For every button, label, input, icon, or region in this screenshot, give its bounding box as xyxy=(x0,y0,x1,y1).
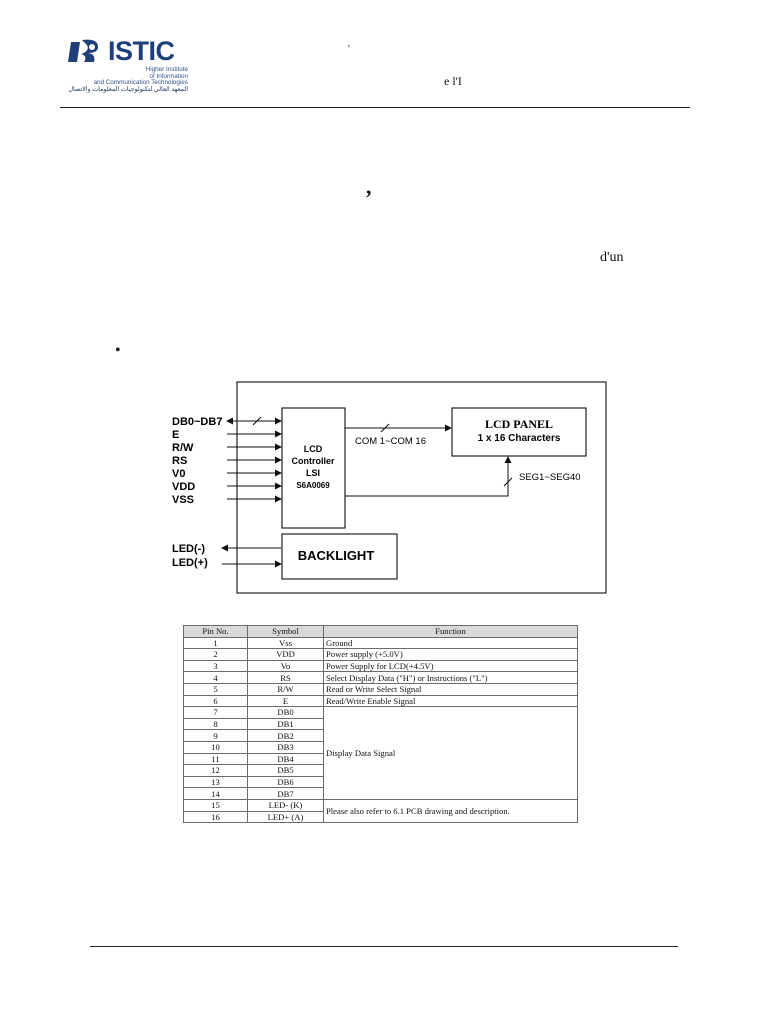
table-header-row xyxy=(184,626,578,638)
function-cell: Read or Write Select Signal xyxy=(324,683,578,695)
function-cell: Ground xyxy=(324,637,578,649)
symbol-cell: R/W xyxy=(248,683,324,695)
pin-cell: 12 xyxy=(184,765,248,777)
function-cell: Read/Write Enable Signal xyxy=(324,695,578,707)
function-cell: Select Display Data ("H") or Instructions ("L") xyxy=(324,672,578,684)
symbol-cell: Vo xyxy=(248,660,324,672)
body-comma: , xyxy=(366,174,372,199)
function-cell: Please also refer to 6.1 PCB drawing and description. xyxy=(324,799,578,822)
symbol-cell: E xyxy=(248,695,324,707)
seg-bus-line xyxy=(345,457,508,496)
input-label-rs: RS xyxy=(172,455,188,467)
pin-cell: 11 xyxy=(184,753,248,765)
symbol-cell: VDD xyxy=(248,649,324,661)
pin-cell: 3 xyxy=(184,660,248,672)
footer-rule xyxy=(90,946,678,947)
logo-sub-line: and Communication Technologies xyxy=(93,79,188,87)
pin-cell: 15 xyxy=(184,799,248,811)
logo-name: ISTIC xyxy=(108,36,175,66)
pin-cell: 7 xyxy=(184,707,248,719)
table-row xyxy=(184,660,578,672)
function-cell: Power Supply for LCD(+4.5V) xyxy=(324,660,578,672)
pin-cell: 9 xyxy=(184,730,248,742)
diagram-frame xyxy=(237,382,606,593)
pin-cell: 4 xyxy=(184,672,248,684)
function-cell: Display Data Signal xyxy=(324,707,578,800)
table-row xyxy=(184,683,578,695)
controller-label: Controller xyxy=(291,456,335,466)
symbol-cell: DB7 xyxy=(248,788,324,800)
symbol-cell: DB1 xyxy=(248,718,324,730)
bullet-point: • xyxy=(115,342,121,359)
lcd-panel-subtitle: 1 x 16 Characters xyxy=(477,433,561,444)
controller-label: LSI xyxy=(305,468,321,478)
symbol-cell: DB2 xyxy=(248,730,324,742)
table-row xyxy=(184,649,578,661)
col-header-pin: Pin No. xyxy=(184,626,248,638)
com-label: COM 1~COM 16 xyxy=(355,436,427,447)
seg-label: SEG1~SEG40 xyxy=(519,472,581,483)
input-label-db: DB0~DB7 xyxy=(172,416,223,428)
header-text: e l'I xyxy=(444,74,462,88)
pin-cell: 2 xyxy=(184,649,248,661)
table-row xyxy=(184,672,578,684)
table-row xyxy=(184,637,578,649)
col-header-symbol: Symbol xyxy=(248,626,324,638)
table-row xyxy=(184,695,578,707)
pin-cell: 1 xyxy=(184,637,248,649)
body-dun: d'un xyxy=(600,250,624,265)
col-header-function: Function xyxy=(324,626,578,638)
pin-cell: 14 xyxy=(184,788,248,800)
input-label-v0: V0 xyxy=(172,468,186,480)
input-label-rw: R/W xyxy=(172,442,194,454)
lcd-panel-title: LCD PANEL xyxy=(484,417,554,431)
logo-sub-line-arabic: المعهد العالي لتكنولوجيات المعلومات والاتصال xyxy=(68,85,188,93)
symbol-cell: DB3 xyxy=(248,741,324,753)
controller-label: S6A0069 xyxy=(296,481,330,490)
symbol-cell: DB0 xyxy=(248,707,324,719)
pin-cell: 10 xyxy=(184,741,248,753)
pin-cell: 6 xyxy=(184,695,248,707)
pin-cell: 8 xyxy=(184,718,248,730)
function-cell: Power supply (+5.0V) xyxy=(324,649,578,661)
controller-label: LCD xyxy=(303,444,323,454)
symbol-cell: DB6 xyxy=(248,776,324,788)
input-label-e: E xyxy=(172,429,180,441)
symbol-cell: DB5 xyxy=(248,765,324,777)
backlight-label: BACKLIGHT xyxy=(297,548,375,563)
input-label-vdd: VDD xyxy=(172,481,196,493)
symbol-cell: RS xyxy=(248,672,324,684)
pin-table xyxy=(183,625,578,823)
pin-cell: 13 xyxy=(184,776,248,788)
symbol-cell: DB4 xyxy=(248,753,324,765)
led-plus-label: LED(+) xyxy=(172,557,208,569)
symbol-cell: Vss xyxy=(248,637,324,649)
header-mark: ' xyxy=(348,44,350,55)
symbol-cell: LED- (K) xyxy=(248,799,324,811)
logo-sub-line: Higher Institute xyxy=(145,66,188,73)
lcd-panel-box xyxy=(452,408,586,456)
pin-cell: 5 xyxy=(184,683,248,695)
table-row xyxy=(184,799,578,811)
symbol-cell: LED+ (A) xyxy=(248,811,324,823)
logo-sub-line: of Information xyxy=(149,72,188,80)
pin-cell: 16 xyxy=(184,811,248,823)
table-row xyxy=(184,707,578,719)
led-minus-label: LED(-) xyxy=(172,543,205,555)
input-label-vss: VSS xyxy=(172,494,195,506)
